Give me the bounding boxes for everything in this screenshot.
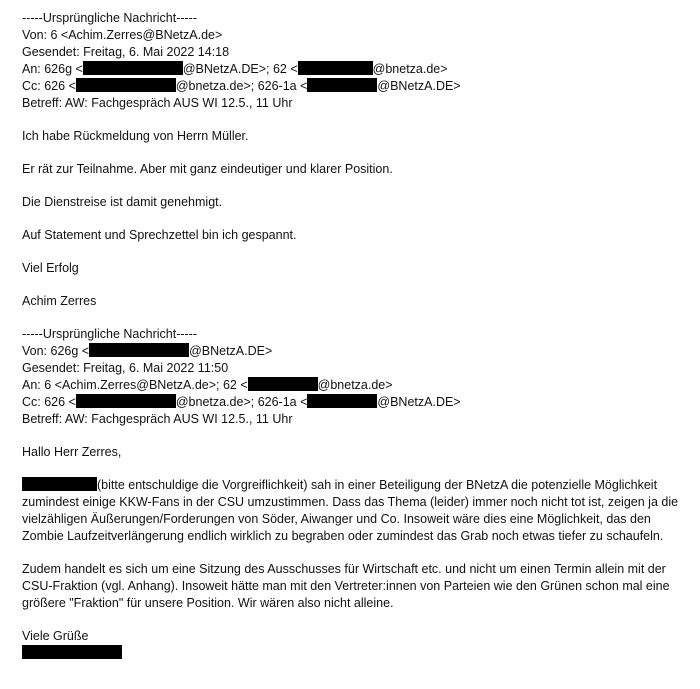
message1-to-mid: @BNetzA.DE>; 62 < xyxy=(182,62,298,76)
message2-subject: Betreff: AW: Fachgespräch AUS WI 12.5., 11 Uhr xyxy=(22,412,293,426)
redaction-bar xyxy=(83,61,183,75)
message1-body-line: Die Dienstreise ist damit genehmigt. xyxy=(22,195,223,209)
redaction-bar xyxy=(76,78,176,92)
message2-cc xyxy=(22,394,682,411)
redaction-bar xyxy=(307,78,377,92)
message1-cc-suffix: @BNetzA.DE> xyxy=(377,79,461,93)
message1-cc-prefix: Cc: 626 < xyxy=(22,79,76,93)
redaction-bar xyxy=(307,394,377,408)
message2-paragraph-1 xyxy=(22,477,682,545)
message2-sent: Gesendet: Freitag, 6. Mai 2022 11:50 xyxy=(22,361,229,375)
redaction-bar xyxy=(248,377,318,391)
redaction-bar xyxy=(22,477,97,491)
message1-to-prefix: An: 626g < xyxy=(22,62,83,76)
message1-signature: Achim Zerres xyxy=(22,294,97,308)
redaction-bar xyxy=(76,394,176,408)
message2-from xyxy=(22,343,682,360)
message2-cc-suffix: @BNetzA.DE> xyxy=(377,395,461,409)
message2-from-suffix: @BNetzA.DE> xyxy=(189,344,273,358)
message2-header xyxy=(22,326,682,428)
message2-to xyxy=(22,377,682,394)
message1-body-line: Auf Statement und Sprechzettel bin ich gespannt. xyxy=(22,228,297,242)
message2-paragraph-1-text: (bitte entschuldige die Vorgreiflichkeit) sah in einer Beteiligung der BNetzA die potenzielle Möglichkeit zumindest einige KKW-Fans in der CSU umzustimmen. Dass das Thema (leider) immer noch nicht tot ist, zeigen ja die vielzähligen Äußerungen/Forderungen von Söder, Aiwanger und Co. Insoweit wäre dies eine Möglichkeit, das den Zombie Laufzeitverlängerung endlich wirklich zu begraben oder zumindest das Grab noch etwas tiefer zu schaufeln. xyxy=(22,478,679,543)
message1-header xyxy=(22,10,682,112)
message1-to xyxy=(22,61,682,78)
redaction-bar xyxy=(89,343,189,357)
message2-cc-mid: @bnetza.de>; 626-1a < xyxy=(175,395,308,409)
message1-to-suffix: @bnetza.de> xyxy=(372,62,448,76)
message1-sent: Gesendet: Freitag, 6. Mai 2022 14:18 xyxy=(22,45,230,59)
message2-to-prefix: An: 6 <Achim.Zerres@BNetzA.de>; 62 < xyxy=(22,378,248,392)
message2-paragraph-2: Zudem handelt es sich um eine Sitzung des Ausschusses für Wirtschaft etc. und nicht um einen Termin allein mit der CSU-Fraktion (vgl. Anhang). Insoweit hätte man mit den Vertreter:innen von Parteien wie den Grünen schon mal eine größere "Fraktion" für unsere Position. Wir wären also nicht alleine. xyxy=(22,562,670,610)
message1-from: Von: 6 <Achim.Zerres@BNetzA.de> xyxy=(22,28,223,42)
redaction-bar xyxy=(22,645,122,659)
message2-greeting: Hallo Herr Zerres, xyxy=(22,445,122,459)
redaction-bar xyxy=(298,61,373,75)
message1-body-line: Er rät zur Teilnahme. Aber mit ganz eindeutiger und klarer Position. xyxy=(22,162,393,176)
message1-cc xyxy=(22,78,682,95)
message2-closing: Viele Grüße xyxy=(22,629,89,643)
message2-separator: -----Ursprüngliche Nachricht----- xyxy=(22,327,198,341)
email-document xyxy=(22,10,682,662)
message2-signature xyxy=(22,645,682,662)
message2-cc-prefix: Cc: 626 < xyxy=(22,395,76,409)
message2-from-prefix: Von: 626g < xyxy=(22,344,90,358)
message1-cc-mid: @bnetza.de>; 626-1a < xyxy=(175,79,308,93)
message1-body-line: Ich habe Rückmeldung von Herrn Müller. xyxy=(22,129,249,143)
message1-closing: Viel Erfolg xyxy=(22,261,79,275)
message2-to-suffix: @bnetza.de> xyxy=(317,378,393,392)
message1-subject: Betreff: AW: Fachgespräch AUS WI 12.5., 11 Uhr xyxy=(22,96,293,110)
message1-separator: -----Ursprüngliche Nachricht----- xyxy=(22,11,198,25)
